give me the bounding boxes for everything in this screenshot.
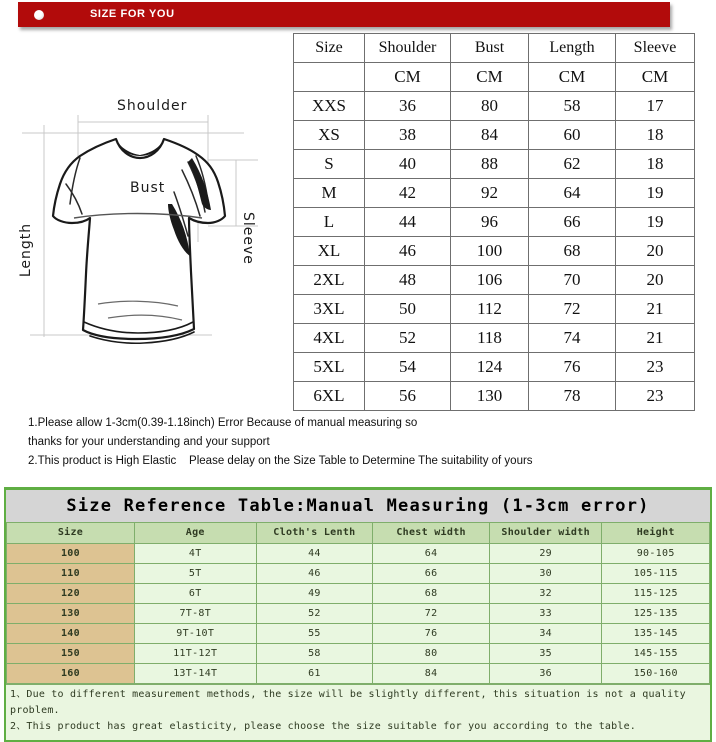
size-table-cell [294, 63, 365, 92]
reference-table-notes [6, 684, 710, 740]
size-table-cell: 42 [365, 179, 451, 208]
size-table-cell: M [294, 179, 365, 208]
size-table-cell: 21 [616, 295, 695, 324]
size-table-row [294, 295, 695, 324]
reference-table-cell: 68 [373, 584, 490, 604]
size-table-cell: 19 [616, 208, 695, 237]
size-table-cell: 80 [451, 92, 529, 121]
reference-table-cell: 35 [489, 644, 601, 664]
size-table-cell: 17 [616, 92, 695, 121]
reference-table-cell: 145-155 [602, 644, 710, 664]
size-table-cell: 112 [451, 295, 529, 324]
size-table-cell: 74 [529, 324, 616, 353]
banner-title: SIZE FOR YOU [90, 8, 175, 20]
reference-table-cell: 44 [256, 544, 373, 564]
size-chart-table [293, 33, 695, 411]
reference-table-cell: 11T-12T [134, 644, 256, 664]
reference-table-row [7, 564, 710, 584]
reference-table-cell: 49 [256, 584, 373, 604]
size-table-row [294, 150, 695, 179]
size-table-cell: 56 [365, 382, 451, 411]
size-table-cell: 23 [616, 353, 695, 382]
reference-table-row [7, 644, 710, 664]
size-table-cell: 62 [529, 150, 616, 179]
circle-dot-icon [34, 10, 44, 20]
size-table-cell: 76 [529, 353, 616, 382]
reference-table-row [7, 544, 710, 564]
label-bust: Bust [130, 180, 166, 196]
ref-note-1: 1、Due to different measurement methods, the size will be slightly different, this situation is not a quality problem. [10, 689, 686, 716]
size-table-cell: CM [529, 63, 616, 92]
reference-table-cell: 135-145 [602, 624, 710, 644]
reference-table-cell: 120 [7, 584, 135, 604]
size-table-cell: CM [616, 63, 695, 92]
reference-table-cell: 76 [373, 624, 490, 644]
size-table-cell: 2XL [294, 266, 365, 295]
reference-table-title-row [7, 491, 710, 523]
reference-table-cell: 6T [134, 584, 256, 604]
note-line-3: 2.This product is High Elastic Please delay on the Size Table to Determine The suitability of yours [28, 455, 533, 467]
tshirt-measurement-diagram [12, 92, 284, 377]
size-table-cell: 18 [616, 150, 695, 179]
reference-table-cell: 61 [256, 664, 373, 684]
size-table-row [294, 382, 695, 411]
reference-table-row [7, 604, 710, 624]
size-reference-section [4, 487, 712, 742]
reference-table-cell: 9T-10T [134, 624, 256, 644]
label-shoulder: Shoulder [117, 98, 188, 114]
note-line-2: thanks for your understanding and your support [28, 436, 270, 448]
size-table-cell: 68 [529, 237, 616, 266]
size-table-cell: CM [451, 63, 529, 92]
size-table-cell: 5XL [294, 353, 365, 382]
size-table-cell: Size [294, 34, 365, 63]
reference-table-title: Size Reference Table:Manual Measuring (1-3cm error) [7, 491, 710, 523]
size-table-cell: 38 [365, 121, 451, 150]
size-table-cell: 6XL [294, 382, 365, 411]
reference-table-cell: 90-105 [602, 544, 710, 564]
size-table-cell: 44 [365, 208, 451, 237]
size-table-cell: XXS [294, 92, 365, 121]
size-table-cell: 64 [529, 179, 616, 208]
size-table-cell: 20 [616, 237, 695, 266]
size-table-cell: XL [294, 237, 365, 266]
reference-table-header-cell: Cloth's Lenth [256, 523, 373, 544]
reference-table-cell: 140 [7, 624, 135, 644]
reference-table-cell: 105-115 [602, 564, 710, 584]
reference-table-cell: 46 [256, 564, 373, 584]
size-table-row [294, 92, 695, 121]
size-table-cell: Shoulder [365, 34, 451, 63]
reference-table-cell: 130 [7, 604, 135, 624]
reference-table-cell: 32 [489, 584, 601, 604]
size-table-cell: 18 [616, 121, 695, 150]
size-table-cell: 20 [616, 266, 695, 295]
size-table-header-row [294, 34, 695, 63]
reference-table-header-cell: Age [134, 523, 256, 544]
label-length: Length [18, 222, 35, 278]
size-table-cell: L [294, 208, 365, 237]
size-table-cell: XS [294, 121, 365, 150]
size-table-cell: 50 [365, 295, 451, 324]
size-table-cell: 96 [451, 208, 529, 237]
size-table-row [294, 324, 695, 353]
reference-table-cell: 58 [256, 644, 373, 664]
size-table-row [294, 63, 695, 92]
size-table-cell: 52 [365, 324, 451, 353]
reference-table-cell: 160 [7, 664, 135, 684]
reference-table-header-cell: Height [602, 523, 710, 544]
shirt-outline [53, 139, 225, 339]
reference-table-cell: 115-125 [602, 584, 710, 604]
size-table-row [294, 266, 695, 295]
reference-table-cell: 55 [256, 624, 373, 644]
size-table-cell: 48 [365, 266, 451, 295]
reference-table-cell: 84 [373, 664, 490, 684]
reference-table-cell: 150-160 [602, 664, 710, 684]
size-table-cell: 21 [616, 324, 695, 353]
reference-table-cell: 13T-14T [134, 664, 256, 684]
size-table-row [294, 353, 695, 382]
label-sleeve: Sleeve [240, 212, 256, 265]
reference-table-cell: 30 [489, 564, 601, 584]
reference-table-cell: 52 [256, 604, 373, 624]
size-table-cell: 130 [451, 382, 529, 411]
reference-table-cell: 72 [373, 604, 490, 624]
size-table-cell: 88 [451, 150, 529, 179]
reference-table-cell: 150 [7, 644, 135, 664]
size-table-cell: 54 [365, 353, 451, 382]
size-table-cell: 118 [451, 324, 529, 353]
reference-table-cell: 110 [7, 564, 135, 584]
measurement-notes [28, 414, 688, 471]
reference-table-cell: 80 [373, 644, 490, 664]
size-table-cell: 78 [529, 382, 616, 411]
reference-table-header-row [7, 523, 710, 544]
size-table-cell: 19 [616, 179, 695, 208]
reference-table-header-cell: Chest width [373, 523, 490, 544]
size-table-cell: 106 [451, 266, 529, 295]
size-table-cell: 60 [529, 121, 616, 150]
size-table-cell: Bust [451, 34, 529, 63]
size-table-row [294, 121, 695, 150]
size-table-cell: 3XL [294, 295, 365, 324]
reference-table-cell: 100 [7, 544, 135, 564]
size-table-cell: 72 [529, 295, 616, 324]
reference-table-cell: 64 [373, 544, 490, 564]
reference-table-cell: 66 [373, 564, 490, 584]
reference-table-header-cell: Size [7, 523, 135, 544]
size-table-row [294, 237, 695, 266]
size-table-cell: 58 [529, 92, 616, 121]
size-table-cell: 40 [365, 150, 451, 179]
note-line-1: 1.Please allow 1-3cm(0.39-1.18inch) Error Because of manual measuring so [28, 417, 418, 429]
size-table-row [294, 179, 695, 208]
reference-table-cell: 125-135 [602, 604, 710, 624]
size-table-cell: 46 [365, 237, 451, 266]
size-table-cell: 36 [365, 92, 451, 121]
size-table-cell: 84 [451, 121, 529, 150]
reference-table-cell: 4T [134, 544, 256, 564]
size-table-cell: CM [365, 63, 451, 92]
reference-table-cell: 36 [489, 664, 601, 684]
size-table-cell: 100 [451, 237, 529, 266]
size-table-cell: 4XL [294, 324, 365, 353]
reference-table-cell: 33 [489, 604, 601, 624]
ref-note-2: 2、This product has great elasticity, please choose the size suitable for you according to the table. [10, 721, 637, 732]
page-header-banner [18, 2, 670, 27]
reference-table-cell: 29 [489, 544, 601, 564]
reference-table-header-cell: Shoulder width [489, 523, 601, 544]
reference-table-cell: 7T-8T [134, 604, 256, 624]
size-table-cell: 92 [451, 179, 529, 208]
reference-table-cell: 34 [489, 624, 601, 644]
reference-table-row [7, 664, 710, 684]
size-table-cell: 66 [529, 208, 616, 237]
size-table-cell: 70 [529, 266, 616, 295]
reference-table-cell: 5T [134, 564, 256, 584]
size-table-cell: S [294, 150, 365, 179]
size-reference-table [6, 490, 710, 684]
size-table-cell: 124 [451, 353, 529, 382]
size-table-cell: Sleeve [616, 34, 695, 63]
size-table-cell: 23 [616, 382, 695, 411]
size-table-cell: Length [529, 34, 616, 63]
size-table-row [294, 208, 695, 237]
reference-table-row [7, 584, 710, 604]
reference-table-row [7, 624, 710, 644]
